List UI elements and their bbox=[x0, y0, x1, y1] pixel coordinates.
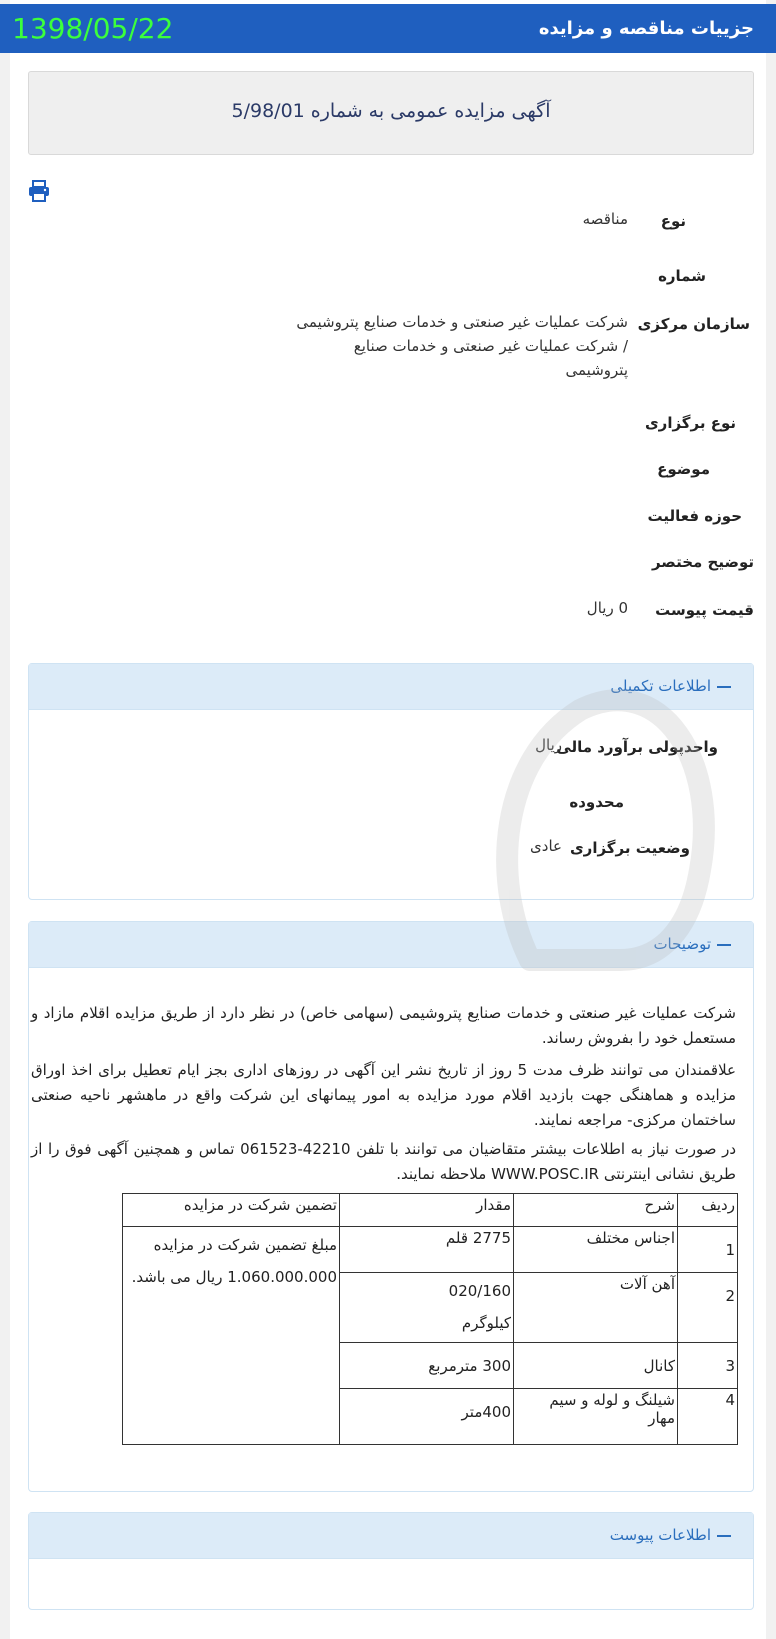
extra-info-panel bbox=[28, 663, 754, 900]
header-row-number: ردیف bbox=[678, 1194, 738, 1227]
guarantee-line-2: 1.060.000.000 ریال می باشد. bbox=[131, 1268, 337, 1286]
value-currency: ریال bbox=[535, 736, 562, 754]
row-quantity: 300 مترمربع bbox=[340, 1343, 514, 1389]
description-paragraph-3: در صورت نیاز به اطلاعات بیشتر متقاضیان می توانند با تلفن 42210-061523 تماس و همچنین آگهی فوق را از طریق نشانی اینترنتی WWW.POSC.IR ملاحظه نمایند. bbox=[31, 1140, 736, 1183]
attachments-panel-title: اطلاعات پیوست bbox=[609, 1526, 711, 1544]
header-guarantee: تضمین شرکت در مزایده bbox=[123, 1194, 340, 1227]
field-label-subject: موضوع bbox=[657, 460, 710, 478]
items-table bbox=[122, 1193, 738, 1445]
field-value-type: مناقصه bbox=[582, 210, 628, 228]
collapse-icon[interactable] bbox=[717, 1535, 731, 1537]
org-line-1: شرکت عملیات غیر صنعتی و خدمات صنایع پتروشیمی bbox=[296, 313, 628, 331]
description-line-1: شیلنگ و لوله و سیم bbox=[549, 1391, 675, 1409]
field-value-attachment-price: 0 ریال bbox=[586, 599, 628, 617]
field-label-short-desc: توضیح مختصر bbox=[651, 553, 754, 571]
table-row bbox=[123, 1227, 738, 1273]
org-line-3: پتروشیمی bbox=[565, 361, 628, 379]
value-status: عادی bbox=[530, 837, 562, 855]
row-description: آهن آلات bbox=[514, 1273, 678, 1343]
label-currency: واحدپولی برآورد مالی bbox=[556, 738, 718, 756]
top-bar bbox=[0, 4, 776, 53]
row-description: کانال bbox=[514, 1343, 678, 1389]
date-stamp: 1398/05/22 bbox=[12, 12, 174, 45]
row-quantity bbox=[340, 1273, 514, 1343]
page-header-title: جزییات مناقصه و مزایده bbox=[538, 18, 754, 39]
label-range: محدوده bbox=[569, 793, 624, 811]
field-value-org bbox=[268, 310, 628, 382]
notice-title: آگهی مزایده عمومی به شماره 5/98/01 bbox=[231, 100, 551, 122]
guarantee-line-1: مبلغ تضمین شرکت در مزایده bbox=[153, 1236, 337, 1254]
table-header-row bbox=[123, 1194, 738, 1227]
guarantee-cell bbox=[123, 1227, 340, 1445]
row-number: 1 bbox=[678, 1227, 738, 1273]
label-status: وضعیت برگزاری bbox=[569, 839, 690, 857]
quantity-line-1: 020/160 bbox=[448, 1282, 511, 1300]
field-label-activity: حوزه فعالیت bbox=[647, 507, 742, 525]
row-description bbox=[514, 1389, 678, 1445]
description-paragraph-2: علاقمندان می توانند ظرف مدت 5 روز از تاریخ نشر این آگهی در روزهای اداری بجز ایام تعطیل برای اخذ اوراق مزایده و هماهنگی جهت بازدید اقلام مورد مزایده به امور پیمانهای این شرکت واقع در ماهشهر ناحیه صنعتی ساختمان مرکزی- مراجعه نمایند. bbox=[31, 1061, 736, 1129]
description-panel-header[interactable] bbox=[29, 922, 753, 968]
notice-title-box bbox=[28, 71, 754, 155]
description-paragraph-1: شرکت عملیات غیر صنعتی و خدمات صنایع پتروشیمی (سهامی خاص) در نظر دارد از طریق مزایده اقلام مازاد و مستعمل خود را بفروش رساند. bbox=[31, 1004, 736, 1047]
print-icon[interactable] bbox=[28, 180, 50, 202]
extra-info-panel-header[interactable] bbox=[29, 664, 753, 710]
row-description: اجناس مختلف bbox=[514, 1227, 678, 1273]
description-line-2: مهار bbox=[648, 1409, 675, 1427]
collapse-icon[interactable] bbox=[717, 686, 731, 688]
field-label-attachment-price: قیمت پیوست bbox=[655, 601, 754, 619]
row-number: 2 bbox=[678, 1273, 738, 1343]
collapse-icon[interactable] bbox=[717, 944, 731, 946]
attachments-panel bbox=[28, 1512, 754, 1610]
description-panel-title: توضیحات bbox=[653, 935, 711, 953]
row-quantity: 400متر bbox=[340, 1389, 514, 1445]
field-label-number: شماره bbox=[658, 267, 706, 285]
row-number: 3 bbox=[678, 1343, 738, 1389]
field-label-type: نوع bbox=[660, 212, 686, 230]
header-quantity: مقدار bbox=[340, 1194, 514, 1227]
quantity-line-2: کیلوگرم bbox=[461, 1314, 511, 1332]
extra-info-panel-title: اطلاعات تکمیلی bbox=[610, 677, 711, 695]
row-number: 4 bbox=[678, 1389, 738, 1445]
row-quantity: 2775 قلم bbox=[340, 1227, 514, 1273]
field-label-org: سازمان مرکزی bbox=[637, 315, 750, 333]
org-line-2: / شرکت عملیات غیر صنعتی و خدمات صنایع bbox=[353, 337, 628, 355]
field-label-holding-type: نوع برگزاری bbox=[644, 414, 736, 432]
attachments-panel-header[interactable] bbox=[29, 1513, 753, 1559]
header-description: شرح bbox=[514, 1194, 678, 1227]
